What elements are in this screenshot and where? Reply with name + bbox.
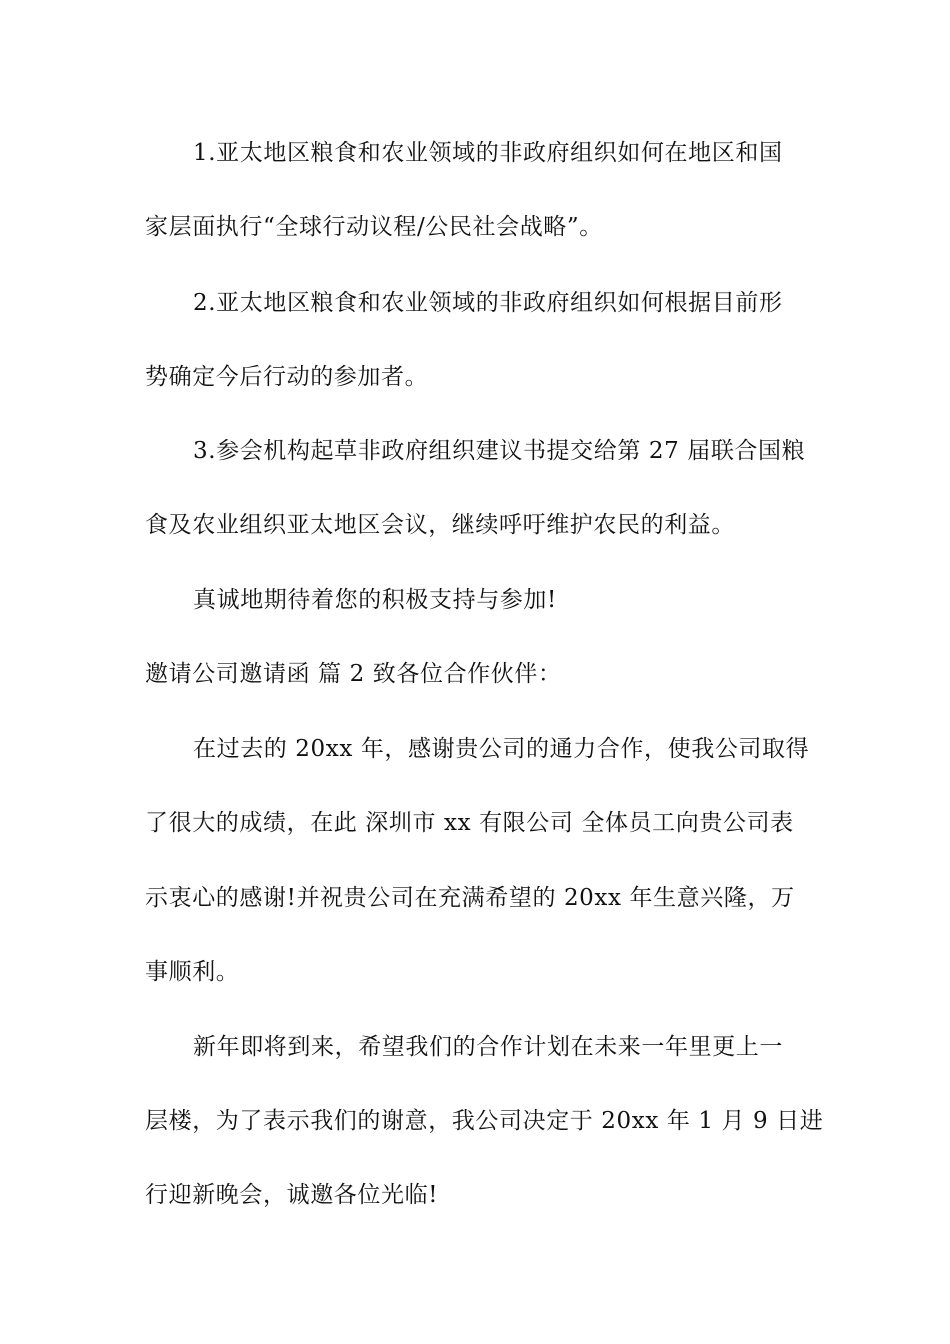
text-line: 2.亚太地区粮食和农业领域的非政府组织如何根据目前形 — [193, 290, 783, 316]
text-line: 3.参会机构起草非政府组织建议书提交给第 27 届联合国粮 — [193, 438, 806, 464]
text-line: 势确定今后行动的参加者。 — [145, 364, 429, 390]
text-line: 新年即将到来，希望我们的合作计划在未来一年里更上一 — [193, 1034, 783, 1060]
text-line: 在过去的 20xx 年，感谢贵公司的通力合作，使我公司取得 — [193, 736, 810, 762]
text-line: 事顺利。 — [145, 959, 240, 985]
text-line: 了很大的成绩，在此 深圳市 xx 有限公司 全体员工向贵公司表 — [145, 810, 794, 836]
text-line: 食及农业组织亚太地区会议，继续呼吁维护农民的利益。 — [145, 512, 735, 538]
text-line: 行迎新晚会，诚邀各位光临! — [145, 1182, 439, 1208]
text-line: 真诚地期待着您的积极支持与参加! — [193, 587, 557, 613]
text-line: 1.亚太地区粮食和农业领域的非政府组织如何在地区和国 — [193, 140, 783, 166]
text-line: 家层面执行“全球行动议程/公民社会战略”。 — [145, 214, 603, 240]
section-heading: 邀请公司邀请函 篇 2 致各位合作伙伴： — [145, 661, 562, 687]
text-line: 示衷心的感谢!并祝贵公司在充满希望的 20xx 年生意兴隆，万 — [145, 885, 795, 911]
text-line: 层楼，为了表示我们的谢意，我公司决定于 20xx 年 1 月 9 日进 — [145, 1108, 824, 1134]
